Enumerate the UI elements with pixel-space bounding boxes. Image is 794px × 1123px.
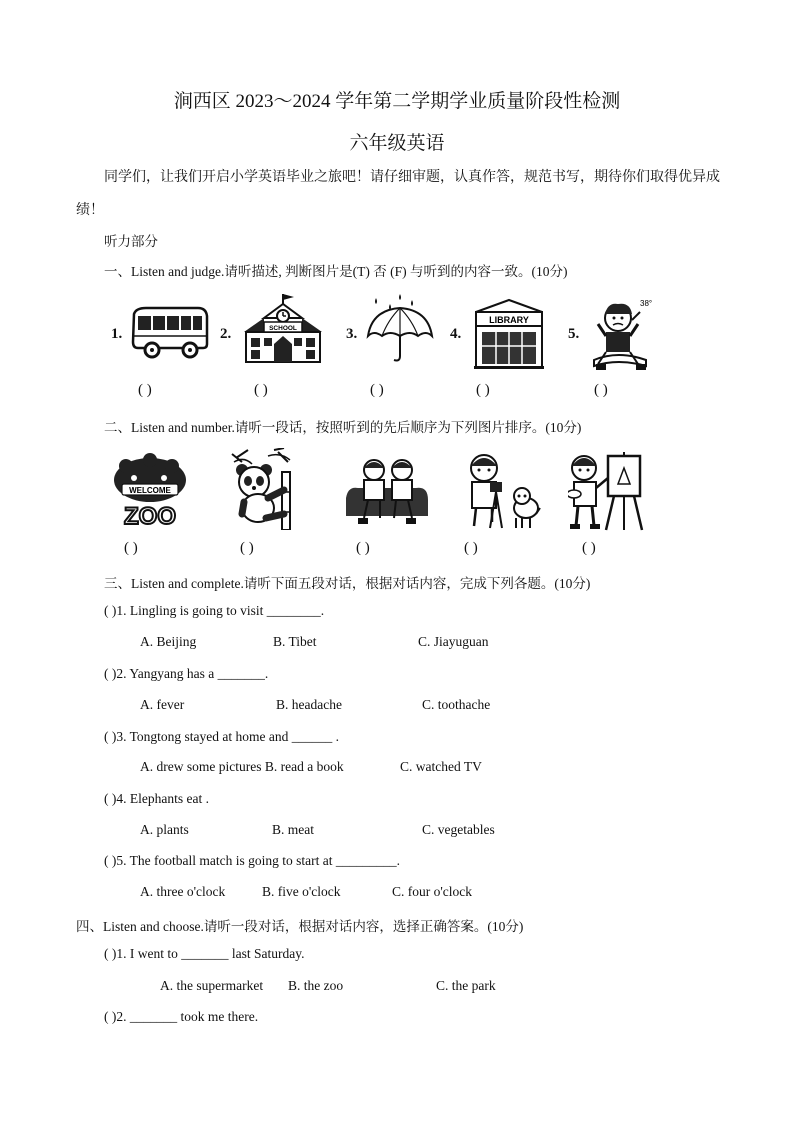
answer-blank[interactable]: ( ) <box>464 540 478 556</box>
question-stem: ( )4. Elephants eat . <box>104 791 209 806</box>
answer-blank[interactable]: ( ) <box>356 540 370 556</box>
question-stem: ( )5. The football match is going to start at _________. <box>104 853 400 868</box>
answer-blank[interactable]: ( ) <box>476 382 490 398</box>
answer-blank[interactable]: ( ) <box>240 540 254 556</box>
option-a[interactable]: A. the supermarket <box>160 978 264 993</box>
photographer-icon <box>462 452 546 532</box>
picture-number: 5. <box>568 326 580 342</box>
question-stem: ( )1. Lingling is going to visit ________. <box>104 603 325 618</box>
option-a[interactable]: A. fever <box>140 697 185 712</box>
option-b[interactable]: B. headache <box>276 697 342 712</box>
answer-blank[interactable]: ( ) <box>370 382 384 398</box>
listening-heading: 听力部分 <box>104 234 158 249</box>
school-icon <box>242 292 324 364</box>
option-b[interactable]: B. the zoo <box>288 978 344 993</box>
library-icon <box>472 298 546 370</box>
question-stem: ( )3. Tongtong stayed at home and ______ . <box>104 729 340 744</box>
section3-heading: 三、Listen and complete.请听下面五段对话，根据对话内容，完成下列各题。(10分) <box>104 576 591 591</box>
bus-icon <box>128 304 210 360</box>
option-a[interactable]: A. Beijing <box>140 634 197 649</box>
library-sign-text: LIBRARY <box>489 315 529 325</box>
intro-text-line1: 同学们，让我们开启小学英语毕业之旅吧！请仔细审题，认真作答，规范书写，期待你们取得优异成 <box>104 170 720 185</box>
panda-icon <box>228 448 298 530</box>
answer-blank[interactable]: ( ) <box>124 540 138 556</box>
option-c[interactable]: C. toothache <box>422 697 491 712</box>
question-stem: ( )2. Yangyang has a _______. <box>104 666 269 681</box>
zoo-sign-text: ZOO <box>124 503 176 528</box>
option-c[interactable]: C. vegetables <box>422 822 495 837</box>
children-swing-icon <box>344 456 430 528</box>
section1-heading: 一、Listen and judge.请听描述, 判断图片是(T) 否 (F) 与听到的内容一致。(10分) <box>104 264 568 279</box>
school-sign-text: SCHOOL <box>269 325 297 332</box>
picture-number: 3. <box>346 326 358 342</box>
option-a[interactable]: A. three o'clock <box>140 884 226 899</box>
intro-text-line2: 绩！ <box>76 203 104 218</box>
picture-number: 4. <box>450 326 462 342</box>
umbrella-rain-icon <box>364 292 436 364</box>
option-b[interactable]: B. five o'clock <box>262 884 341 899</box>
fever-boy-icon <box>588 294 660 376</box>
option-c[interactable]: C. the park <box>436 978 496 993</box>
picture-number: 1. <box>111 326 123 342</box>
option-a[interactable]: A. plants <box>140 822 189 837</box>
zoo-icon <box>112 452 188 528</box>
question-stem: ( )1. I went to _______ last Saturday. <box>104 946 305 961</box>
answer-blank[interactable]: ( ) <box>138 382 152 398</box>
answer-blank[interactable]: ( ) <box>254 382 268 398</box>
option-c[interactable]: C. four o'clock <box>392 884 473 899</box>
section4-heading: 四、Listen and choose.请听一段对话，根据对话内容，选择正确答案。(10分) <box>76 919 524 934</box>
welcome-sign-text: WELCOME <box>129 486 171 495</box>
option-a-b[interactable]: A. drew some pictures B. read a book <box>140 759 344 774</box>
picture-number: 2. <box>220 326 232 342</box>
temperature-text: 38° <box>640 299 653 308</box>
section2-heading: 二、Listen and number.请听一段话，按照听到的先后顺序为下列图片排序。(10分) <box>104 420 582 435</box>
painter-icon <box>568 448 648 532</box>
page-title: 涧西区 2023～2024 学年第二学期学业质量阶段性检测 <box>173 91 621 112</box>
question-stem: ( )2. _______ took me there. <box>104 1009 259 1024</box>
option-c[interactable]: C. watched TV <box>400 759 482 774</box>
option-b[interactable]: B. meat <box>272 822 314 837</box>
answer-blank[interactable]: ( ) <box>594 382 608 398</box>
page-subtitle: 六年级英语 <box>349 133 445 154</box>
answer-blank[interactable]: ( ) <box>582 540 596 556</box>
option-c[interactable]: C. Jiayuguan <box>418 634 489 649</box>
option-b[interactable]: B. Tibet <box>273 634 317 649</box>
